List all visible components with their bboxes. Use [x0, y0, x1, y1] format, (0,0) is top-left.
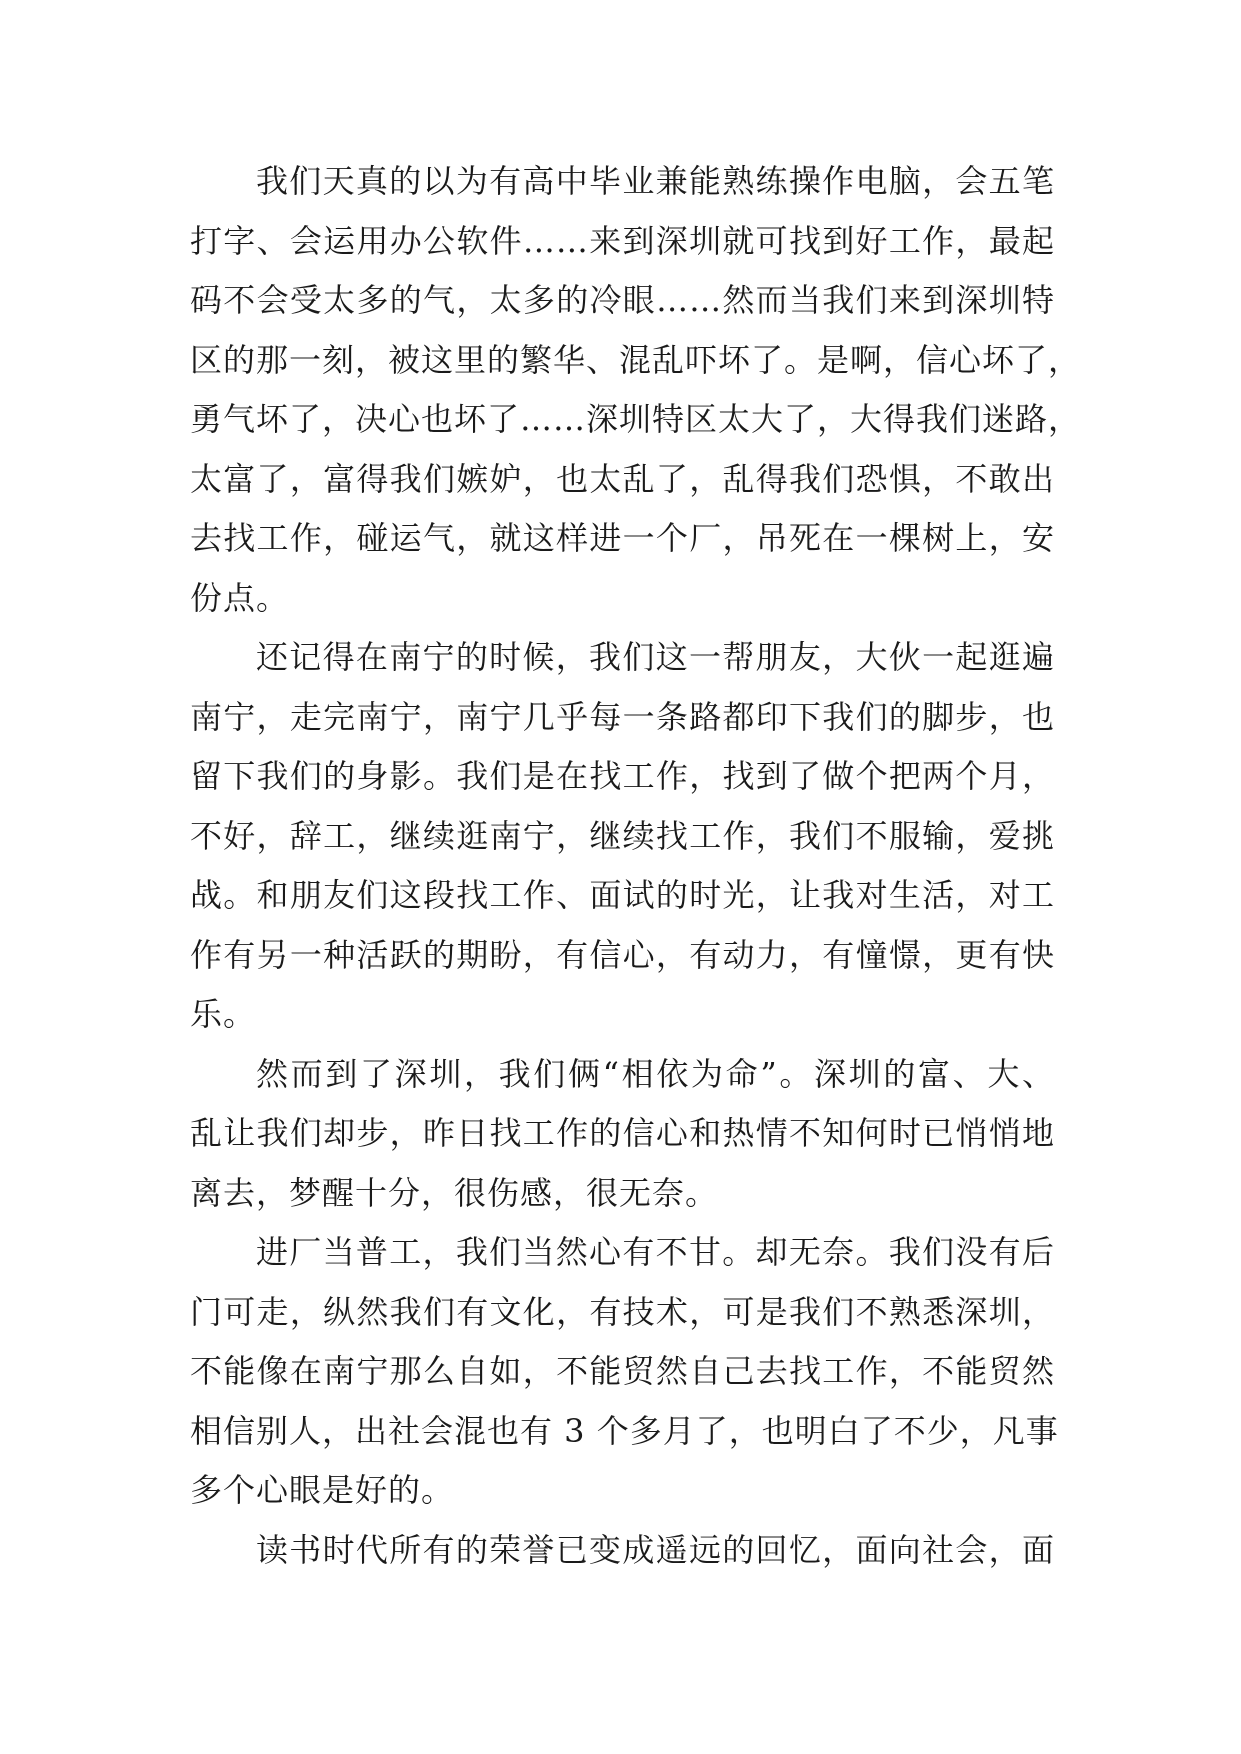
paragraph-2-line-4: 不好，辞工，继续逛南宁，继续找工作，我们不服输，爱挑 — [190, 816, 1055, 855]
paragraph-3-line-1: 然而到了深圳，我们俩“相依为命”。深圳的富、大、 — [256, 1054, 1055, 1093]
paragraph-2-line-1: 还记得在南宁的时候，我们这一帮朋友，大伙一起逛遍 — [256, 638, 1055, 676]
paragraph-4-line-5: 多个心眼是好的。 — [190, 1471, 455, 1509]
paragraph-1-line-8: 份点。 — [190, 578, 290, 617]
document-body — [190, 152, 1082, 1580]
paragraph-2-line-3: 留下我们的身影。我们是在找工作，找到了做个把两个月， — [190, 757, 1055, 795]
paragraph-1-line-3: 码不会受太多的气，太多的冷眼……然而当我们来到深圳特 — [190, 281, 1055, 319]
paragraph-3-line-2: 乱让我们却步，昨日找工作的信心和热情不知何时已悄悄地 — [190, 1114, 1055, 1152]
paragraph-4-line-2: 门可走，纵然我们有文化，有技术，可是我们不熟悉深圳， — [190, 1292, 1055, 1331]
paragraph-4-line-3: 不能像在南宁那么自如，不能贸然自己去找工作，不能贸然 — [190, 1352, 1055, 1390]
paragraph-1-line-4: 区的那一刻，被这里的繁华、混乱吓坏了。是啊，信心坏了， — [190, 340, 1082, 379]
paragraph-2-line-2: 南宁，走完南宁，南宁几乎每一条路都印下我们的脚步，也 — [190, 697, 1055, 736]
paragraph-1-line-7: 去找工作，碰运气，就这样进一个厂，吊死在一棵树上，安 — [190, 519, 1055, 557]
paragraph-2-line-5: 战。和朋友们这段找工作、面试的时光，让我对生活，对工 — [190, 876, 1055, 914]
paragraph-1-line-2: 打字、会运用办公软件……来到深圳就可找到好工作，最起 — [190, 221, 1055, 260]
paragraph-3-line-3: 离去，梦醒十分，很伤感，很无奈。 — [190, 1173, 719, 1212]
paragraph-1-line-5: 勇气坏了，决心也坏了……深圳特区太大了，大得我们迷路， — [190, 400, 1082, 438]
paragraph-2-line-6: 作有另一种活跃的期盼，有信心，有动力，有憧憬，更有快 — [190, 935, 1055, 974]
paragraph-4-line-4: 相信别人，出社会混也有 3 个多月了，也明白了不少，凡事 — [190, 1411, 1059, 1450]
paragraph-1-line-1: 我们天真的以为有高中毕业兼能熟练操作电脑，会五笔 — [256, 162, 1055, 200]
paragraph-2-line-7: 乐。 — [190, 995, 257, 1033]
paragraph-1-line-6: 太富了，富得我们嫉妒，也太乱了，乱得我们恐惧，不敢出 — [190, 459, 1055, 498]
paragraph-4-line-1: 进厂当普工，我们当然心有不甘。却无奈。我们没有后 — [256, 1233, 1055, 1271]
paragraph-5-line-1: 读书时代所有的荣誉已变成遥远的回忆，面向社会，面 — [256, 1530, 1055, 1569]
